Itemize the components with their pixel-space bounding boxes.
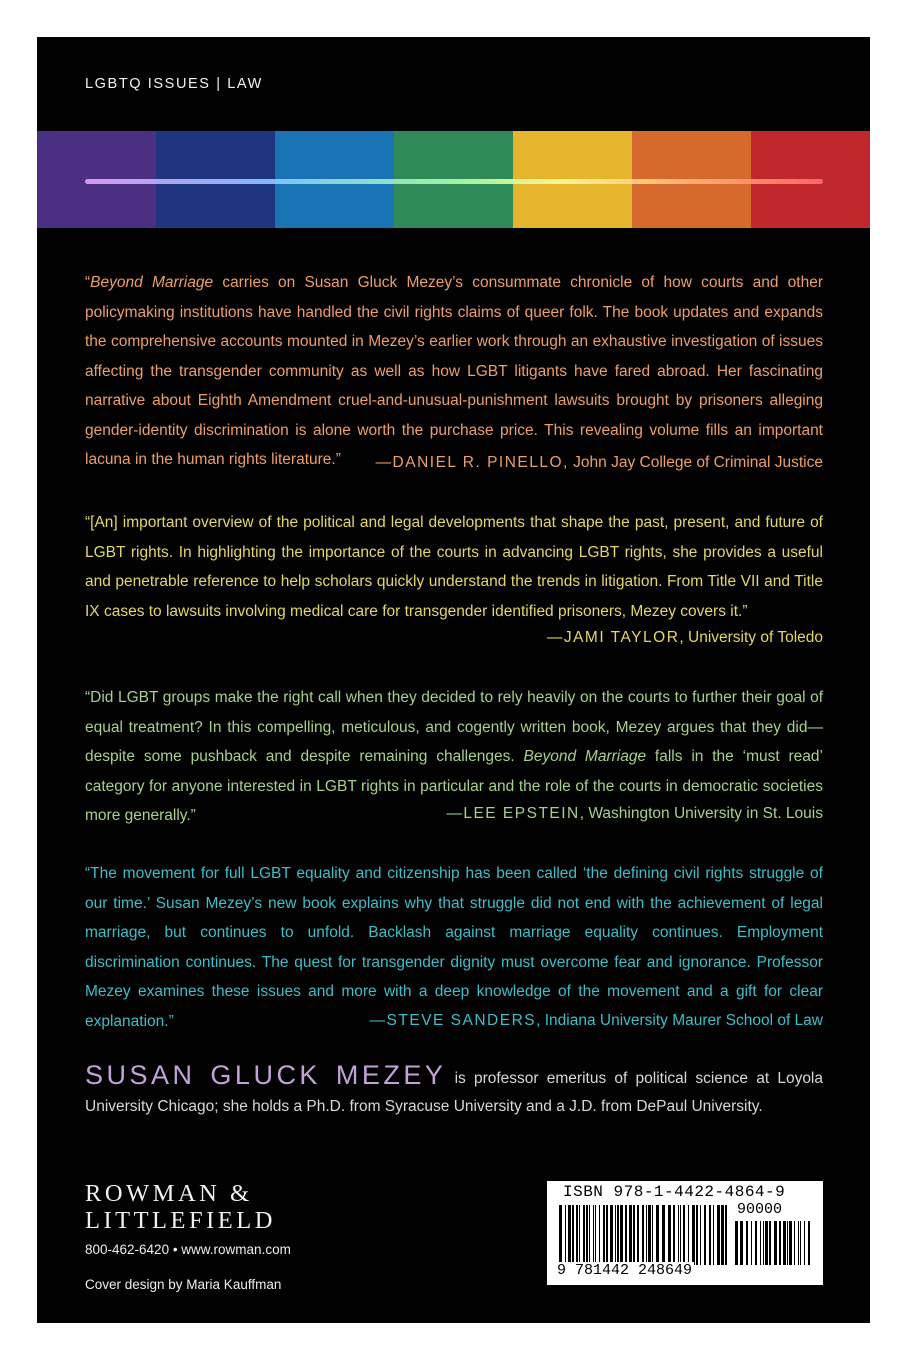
- price-addon-digits: 90000: [737, 1201, 783, 1218]
- endorsement-attribution-1: [85, 448, 823, 478]
- barcode-bar: [589, 1205, 590, 1265]
- ean-digits: 9 781442 248649: [557, 1262, 693, 1279]
- barcode-bar: [680, 1205, 681, 1265]
- barcode-bar: [704, 1205, 706, 1265]
- barcode-bar: [625, 1205, 627, 1265]
- barcode-bar: [746, 1221, 748, 1265]
- isbn-number: ISBN 978-1-4422-4864-9: [563, 1183, 786, 1201]
- endorser-name: —STEVE SANDERS: [369, 1012, 537, 1029]
- endorsement-quote-1: [85, 268, 823, 475]
- barcode-bar: [725, 1205, 727, 1265]
- cover-design-credit: Cover design by Maria Kauffman: [85, 1277, 282, 1292]
- book-title-italic: Beyond Marriage: [90, 274, 214, 291]
- barcode-bar: [709, 1205, 711, 1265]
- barcode-bar: [576, 1205, 578, 1265]
- barcode-bar: [769, 1221, 771, 1265]
- barcode-bar: [637, 1205, 639, 1265]
- barcode-bar: [713, 1205, 714, 1265]
- endorsement-quote-2: “[An] important overview of the political and legal developments that shape the past, present, and future of LGBT rights. In highlighting the importance of the courts in advancing LGBT rights, she provides a useful and penetrable reference to help scholars quickly understand the trends in litigation. From Title VII and Title IX cases to lawsuits involving medical care for transgender identified prisoners, Mezey covers it.”: [85, 514, 823, 620]
- barcode-bar: [789, 1221, 792, 1265]
- barcode-bar: [648, 1205, 651, 1265]
- publisher-name-line-2: LITTLEFIELD: [85, 1207, 276, 1234]
- barcode-bar: [794, 1221, 795, 1265]
- barcode-bar: [599, 1205, 600, 1265]
- barcode-bar: [678, 1205, 679, 1265]
- category-label: LGBTQ ISSUES | LAW: [85, 76, 263, 92]
- barcode-bar: [760, 1221, 761, 1265]
- barcode-bar: [779, 1221, 781, 1265]
- endorser-affiliation: , University of Toledo: [679, 629, 823, 646]
- author-bio-text: is professor emeritus of political science at Loyola University Chicago; she holds a Ph.D. from Syracuse University and a J.D. from DePaul University.: [85, 1070, 823, 1115]
- barcode-bar: [755, 1221, 757, 1265]
- endorser-affiliation: John Jay College of Criminal Justice: [568, 454, 823, 471]
- barcode-bar: [593, 1205, 594, 1265]
- quote-text: “Did LGBT groups make the right call when they decided to rely heavily on the courts to further their goal of equal treatment? In this compelling, meticulous, and cogently written book, Mezey argues that they did—despite some pushback and despite remaining challenges.: [85, 689, 823, 765]
- barcode-bar: [568, 1205, 571, 1265]
- barcode-bar: [620, 1205, 623, 1265]
- barcode-bar: [656, 1205, 659, 1265]
- barcode-bar: [717, 1205, 720, 1265]
- endorsement-quote-4: “The movement for full LGBT equality and citizenship has been called ‘the defining civil rights struggle of our time.’ Susan Mezey’s new book explains why that struggle did not end with the achievement of legal marriage, but continues to unfold. Backlash against marriage equality continues. Employment discrimination continues. The quest for transgender dignity must overcome fear and ignorance. Professor Mezey examines these issues and more with a deep knowledge of the movement and a gift for clear explanation.”: [85, 865, 823, 1030]
- barcode-bar: [700, 1205, 701, 1265]
- endorsement-attribution-4: [85, 1006, 823, 1036]
- barcode-bar: [606, 1205, 608, 1265]
- barcode-bar: [692, 1205, 695, 1265]
- ean-barcode-bars: [559, 1205, 729, 1265]
- quote-text-continued: falls in the ‘must read’ category for anyone interested in LGBT rights in particular and the role of the courts in democratic societies more generally.”: [85, 748, 823, 824]
- barcode-bar: [646, 1205, 647, 1265]
- barcode-bar: [617, 1205, 619, 1265]
- endorser-name: —DANIEL R. PINELLO,: [375, 454, 569, 471]
- barcode-bar: [751, 1221, 752, 1265]
- barcode-bar: [668, 1205, 671, 1265]
- barcode-bar: [615, 1205, 616, 1265]
- barcode-bar: [765, 1221, 768, 1265]
- author-bio: [85, 1061, 823, 1121]
- barcode-bar: [610, 1205, 613, 1265]
- barcode-bar: [763, 1221, 764, 1265]
- barcode-bar: [683, 1205, 685, 1265]
- rainbow-glow-line: [85, 179, 823, 184]
- barcode-bar: [808, 1221, 810, 1265]
- barcode-bar: [804, 1221, 805, 1265]
- barcode-bar: [787, 1221, 788, 1265]
- barcode-bar: [572, 1205, 574, 1265]
- barcode-bar: [774, 1221, 777, 1265]
- barcode-bar: [583, 1205, 585, 1265]
- barcode-bar: [595, 1205, 596, 1265]
- barcode-bar: [798, 1221, 799, 1265]
- barcode-bar: [696, 1205, 698, 1265]
- barcode-bar: [633, 1205, 635, 1265]
- addon-barcode-bars: [735, 1221, 813, 1265]
- isbn-barcode: [547, 1181, 823, 1285]
- quote-text: carries on Susan Gluck Mezey’s consummate chronicle of how courts and other policymaking institutions have handled the civil rights claims of queer folk. The book updates and expands the comprehensive accounts mounted in Mezey’s earlier work through an exhaustive investigation of issues affecting the transgender community as well as how LGBT litigants have fared abroad. Her fascinating narrative about Eighth Amendment cruel-and-unusual-punishment lawsuits brought by prisoners alleging gender-identity discrimination is alone worth the purchase price. This revealing volume fills an important lacuna in the human rights literature.”: [85, 274, 823, 468]
- back-cover: [37, 37, 870, 1323]
- author-name: SUSAN GLUCK MEZEY: [85, 1060, 447, 1090]
- endorser-affiliation: , Washington University in St. Louis: [579, 805, 823, 822]
- barcode-bar: [673, 1205, 675, 1265]
- publisher-logo: [85, 1180, 276, 1234]
- barcode-bar: [603, 1205, 605, 1265]
- barcode-bar: [740, 1221, 743, 1265]
- book-title-italic: Beyond Marriage: [523, 748, 647, 765]
- barcode-bar: [565, 1205, 566, 1265]
- endorsement-attribution-2: [85, 623, 823, 653]
- barcode-bar: [721, 1205, 724, 1265]
- publisher-contact: 800-462-6420 • www.rowman.com: [85, 1242, 291, 1257]
- endorser-affiliation: , Indiana University Maurer School of Law: [536, 1012, 823, 1029]
- endorser-name: —LEE EPSTEIN: [446, 805, 580, 822]
- barcode-bar: [735, 1221, 738, 1265]
- endorser-name: —JAMI TAYLOR: [546, 629, 680, 646]
- barcode-bar: [652, 1205, 653, 1265]
- quote-open-mark: “: [85, 274, 91, 291]
- barcode-bar: [579, 1205, 580, 1265]
- barcode-bar: [629, 1205, 632, 1265]
- barcode-bar: [783, 1221, 786, 1265]
- barcode-bar: [688, 1205, 689, 1265]
- barcode-bar: [662, 1205, 665, 1265]
- barcode-bar: [559, 1205, 562, 1265]
- publisher-name-line-1: ROWMAN &: [85, 1180, 253, 1207]
- barcode-bar: [586, 1205, 588, 1265]
- barcode-bar: [642, 1205, 644, 1265]
- barcode-bar: [800, 1221, 801, 1265]
- endorsement-attribution-3: [85, 799, 823, 829]
